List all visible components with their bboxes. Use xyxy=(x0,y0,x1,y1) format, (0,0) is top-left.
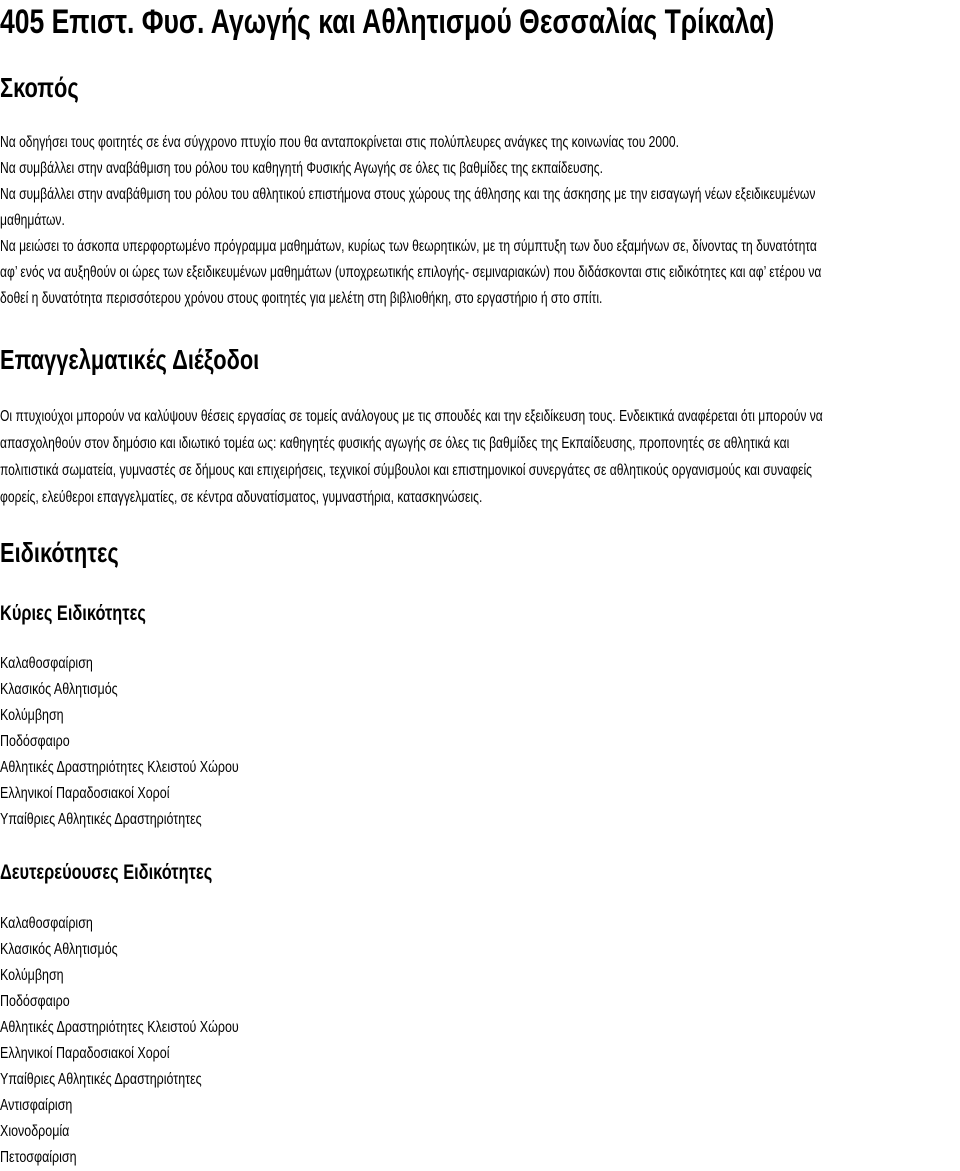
list-item xyxy=(0,781,306,807)
list-item-text: Πετοσφαίριση xyxy=(0,1149,77,1166)
list-item xyxy=(0,1015,306,1041)
list-item-text: Αντισφαίριση xyxy=(0,1097,73,1114)
secondary-specialties-heading-text: Δευτερεύουσες Ειδικότητες xyxy=(0,861,213,884)
page-title xyxy=(0,2,960,42)
career-line: πολιτιστικά σωματεία, γυμναστές σε δήμους και επιχειρήσεις, τεχνικοί σύμβουλοι και επιστημονικοί συνεργάτες σε αθλητικούς οργανισμούς και συναφείς xyxy=(0,462,813,479)
goal-line: αφ’ ενός να αυξηθούν οι ώρες των εξειδικευμένων μαθημάτων (υποχρεωτικής επιλογής- σεμιναριακών) που διδάσκονται στις ειδικότητες και αφ’ ετέρου να xyxy=(0,264,822,281)
secondary-specialties-heading xyxy=(0,858,272,888)
list-item xyxy=(0,1145,306,1171)
career-line: απασχοληθούν στον δημόσιο και ιδιωτικό τομέα ως: καθηγητές φυσικής αγωγής σε όλες τις βαθμίδες της Εκπαίδευσης, προπονητές σε αθλητικά και xyxy=(0,435,790,452)
career-heading-text: Επαγγελματικές Διέξοδοι xyxy=(0,344,260,375)
goal-paragraph xyxy=(0,130,960,312)
list-item xyxy=(0,1119,306,1145)
secondary-specialties-list xyxy=(0,911,306,1171)
list-item xyxy=(0,703,306,729)
main-specialties-heading xyxy=(0,599,187,629)
goal-line: δοθεί η δυνατότητα περισσότερου χρόνου στους φοιτητές για μελέτη στη βιβλιοθήκη, στο εργαστήριο ή στο σπίτι. xyxy=(0,290,603,307)
list-item xyxy=(0,807,306,833)
list-item xyxy=(0,677,306,703)
list-item xyxy=(0,963,306,989)
goal-line: Να συμβάλλει στην αναβάθμιση του ρόλου του καθηγητή Φυσικής Αγωγής σε όλες τις βαθμίδες της εκπαίδευσης. xyxy=(0,160,603,177)
list-item-text: Κολύμβηση xyxy=(0,707,64,724)
career-line: Οι πτυχιούχοι μπορούν να καλύψουν θέσεις εργασίας σε τομείς ανάλογους με τις σπουδές και την εξειδίκευση τους. Ενδεικτικά αναφέρεται ότι μπορούν να xyxy=(0,408,823,425)
career-heading xyxy=(0,342,332,378)
list-item-text: Καλαθοσφαίριση xyxy=(0,915,93,932)
list-item-text: Χιονοδρομία xyxy=(0,1123,70,1140)
list-item-text: Αθλητικές Δραστηριότητες Κλειστού Χώρου xyxy=(0,1019,239,1036)
list-item xyxy=(0,989,306,1015)
goal-line: μαθημάτων. xyxy=(0,212,65,229)
goal-line: Να μειώσει το άσκοπα υπερφορτωμένο πρόγραμμα μαθημάτων, κυρίως των θεωρητικών, με τη σύμπτυξη των δυο εξαμήνων σε, δίνοντας τη δυνατότητα xyxy=(0,238,817,255)
goal-heading xyxy=(0,70,101,106)
list-item-text: Κλασικός Αθλητισμός xyxy=(0,941,118,958)
page-title-text: 405 Επιστ. Φυσ. Αγωγής και Αθλητισμού Θεσσαλίας Τρίκαλα) xyxy=(0,3,775,41)
goal-line: Να οδηγήσει τους φοιτητές σε ένα σύγχρονο πτυχίο που θα ανταποκρίνεται στις πολύπλευρες ανάγκες της κοινωνίας του 2000. xyxy=(0,134,679,151)
list-item xyxy=(0,651,306,677)
list-item-text: Κλασικός Αθλητισμός xyxy=(0,681,118,698)
list-item-text: Υπαίθριες Αθλητικές Δραστηριότητες xyxy=(0,811,202,828)
main-specialties-heading-text: Κύριες Ειδικότητες xyxy=(0,602,146,625)
list-item xyxy=(0,1067,306,1093)
career-line: φορείς, ελεύθεροι επαγγελματίες, σε κέντρα αδυνατίσματος, γυμναστήρια, κατασκηνώσεις. xyxy=(0,489,483,506)
list-item-text: Ελληνικοί Παραδοσιακοί Χοροί xyxy=(0,785,170,802)
list-item-text: Ποδόσφαιρο xyxy=(0,733,70,750)
list-item xyxy=(0,937,306,963)
list-item-text: Καλαθοσφαίριση xyxy=(0,655,93,672)
list-item xyxy=(0,1041,306,1067)
list-item-text: Υπαίθριες Αθλητικές Δραστηριότητες xyxy=(0,1071,202,1088)
career-paragraph xyxy=(0,403,960,511)
list-item xyxy=(0,911,306,937)
specialties-heading xyxy=(0,535,152,571)
main-specialties-list xyxy=(0,651,306,833)
specialties-heading-text: Ειδικότητες xyxy=(0,537,119,568)
list-item xyxy=(0,1093,306,1119)
list-item-text: Ποδόσφαιρο xyxy=(0,993,70,1010)
list-item-text: Αθλητικές Δραστηριότητες Κλειστού Χώρου xyxy=(0,759,239,776)
goal-heading-text: Σκοπός xyxy=(0,72,79,103)
list-item xyxy=(0,755,306,781)
goal-line: Να συμβάλλει στην αναβάθμιση του ρόλου του αθλητικού επιστήμονα στους χώρους της άθλησης και της άσκησης με την εισαγωγή νέων εξειδικευμένων xyxy=(0,186,816,203)
list-item-text: Κολύμβηση xyxy=(0,967,64,984)
list-item-text: Ελληνικοί Παραδοσιακοί Χοροί xyxy=(0,1045,170,1062)
list-item xyxy=(0,729,306,755)
